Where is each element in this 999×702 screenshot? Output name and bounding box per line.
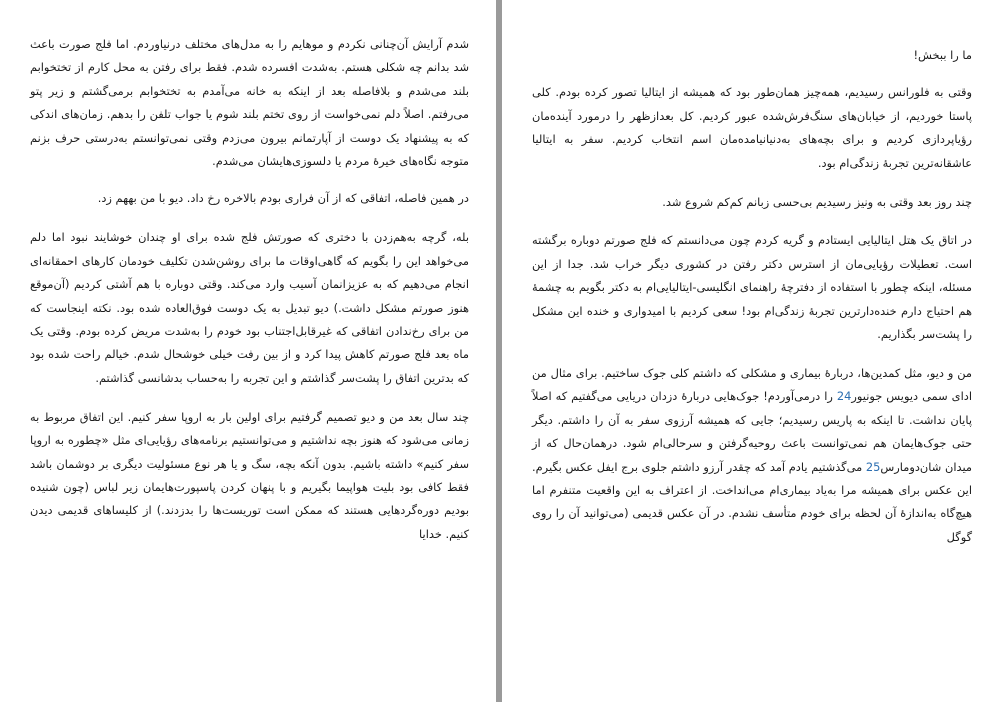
paragraph: در اتاق یک هتل ایتالیایی ایستادم و گریه کردم چون می‌دانستم که فلج صورتم دوباره برگشته است. تعطیلات رؤیایی‌مان از استرس دکتر رفتن در کشوری دیگر خراب شد. جدا از این مسئله، اینکه چطور با استفاده از دفترچهٔ راهنمای انگلیسی-ایتالیایی‌ام به دکتر بگویم به چشمهٔ هم احتیاج دارم خنده‌دارترین تجربهٔ زندگی‌ام بود! سعی کردیم با امیدواری و خنده این مشکل را پشت‌سر بگذاریم. [532,233,972,342]
right-page [502,0,999,702]
paragraph: وقتی به فلورانس رسیدیم، همه‌چیز همان‌طور بود که همیشه از ایتالیا تصور کرده بودم. کلی پاستا خوردیم، از خیابان‌های سنگ‌فرش‌شده عبور کردیم. کل بعدازظهر را درمورد آینده‌مان رؤیاپردازی کردیم و برای بچه‌های به‌دنیانیامده‌مان اسم انتخاب کردیم. سفر به ایتالیا عاشقانه‌ترین تجربهٔ زندگی‌ام بود. [532,85,972,170]
paragraph-text: می‌گذشتیم یادم آمد که چقدر آرزو داشتم جلوی برج ایفل عکس بگیرم. این عکس برای همیشه مرا به‌یاد بیماری‌ام می‌انداخت. از اعتراف به این واقعیت متنفرم اما هیچ‌گاه به‌اندازهٔ آن لحظه برای خودم متأسف نشدم. در آن عکس قدیمی (می‌توانید آن را روی گوگل [532,459,972,544]
paragraph: چند روز بعد وقتی به ونیز رسیدیم بی‌حسی زبانم کم‌کم شروع شد. [662,194,972,209]
paragraph: شدم آرایش آن‌چنانی نکردم و موهایم را به مدل‌های مختلف درنیاوردم. اما فلج صورت باعث شد بدانم چه شکلی هستم. به‌شدت افسرده شدم. فقط برای رفتن به محل کارم از تختخوابم بلند می‌شدم و بلافاصله بعد از اینکه به خانه می‌آمدم به تختخوابم برمی‌گشتم و زیر پتو می‌رفتم. اصلاً دلم نمی‌خواست از روی تختم بلند شوم یا جواب تلفن را بدهم. زمان‌های اندکی که به پیشنهاد یک دوست از آپارتمانم بیرون می‌زدم وقتی نمی‌توانستم به‌درستی حرف بزنم متوجه نگاه‌های خیرهٔ مردم یا دلسوزی‌هایشان می‌شدم. [30,37,469,169]
paragraph: بله، گرچه به‌هم‌زدن با دختری که صورتش فلج شده برای او چندان خوشایند نبود اما دلم می‌خواهد این را بگویم که گاهی‌اوقات ما برای روشن‌شدن تکلیف خودمان کارهای احمقانه‌ای انجام می‌دهیم که به عزیزانمان آسیب وارد می‌کند. وقتی دوباره با هم آشتی کردیم (آن‌موقع هنوز صورتم مشکل داشت.) دیو تبدیل به یک دوست فوق‌العاده شده بود. نکته اینجاست که من برای رخ‌ندادن اتفاقی که غیرقابل‌اجتناب بود خودم را به‌شدت مریض کرده بودم. وقتی یک ماه بعد فلج صورتم کاهش پیدا کرد و از بین رفت خیلی خوشحال شدم. خیالم راحت شده بود که بدترین اتفاق را پشت‌سر گذاشتم و این تجربه را به‌حساب بدشانسی گذاشتم. [30,230,469,385]
left-page [0,0,496,702]
paragraph-text: را درمی‌آوردم! جوک‌هایی دربارهٔ دزدان دریایی می‌گفتیم که اصلاً پایان نداشت. تا اینکه به پاریس رسیدیم؛ جایی که همیشه آرزوی سفر به آن را داشتم. دیگر حتی جوک‌هایمان هم نمی‌توانست باعث روحیه‌گرفتن و سرحالی‌ام شود. درهمان‌حال که از میدان شان‌دومارس [532,389,972,474]
footnote-ref[interactable]: 24 [836,389,852,404]
paragraph: ما را ببخش! [913,48,972,62]
paragraph: چند سال بعد من و دیو تصمیم گرفتیم برای اولین بار به اروپا سفر کنیم. این اتفاق مربوط به زمانی می‌شود که هنوز بچه نداشتیم و می‌توانستیم برنامه‌های رؤیایی‌ای مثل «چطوره به اروپا سفر کنیم» داشته باشیم. بدون آنکه بچه، سگ و یا هر نوع مسئولیت دیگری بر دوشمان باشد فقط کافی بود بلیت هواپیما بگیریم و با پنهان کردن پاسپورت‌هایمان زیر لباس (چون شنیده بودیم دوره‌گردهایی هستند که ممکن است توریست‌ها را بدزدند.) از کلیساهای قدیمی دیدن کنیم. خدایا [30,409,469,541]
footnote-ref[interactable]: 25 [865,459,881,474]
paragraph: در همین فاصله، اتفاقی که از آن فراری بودم بالاخره رخ داد. دیو با من بههم زد. [97,191,469,206]
paragraph [532,362,972,549]
paragraph-text: من و دیو، مثل کمدین‌ها، دربارهٔ بیماری و مشکلی که داشتم کلی جوک ساختیم. برای مثال من ادای سمی دیویس جونیور [532,365,972,404]
